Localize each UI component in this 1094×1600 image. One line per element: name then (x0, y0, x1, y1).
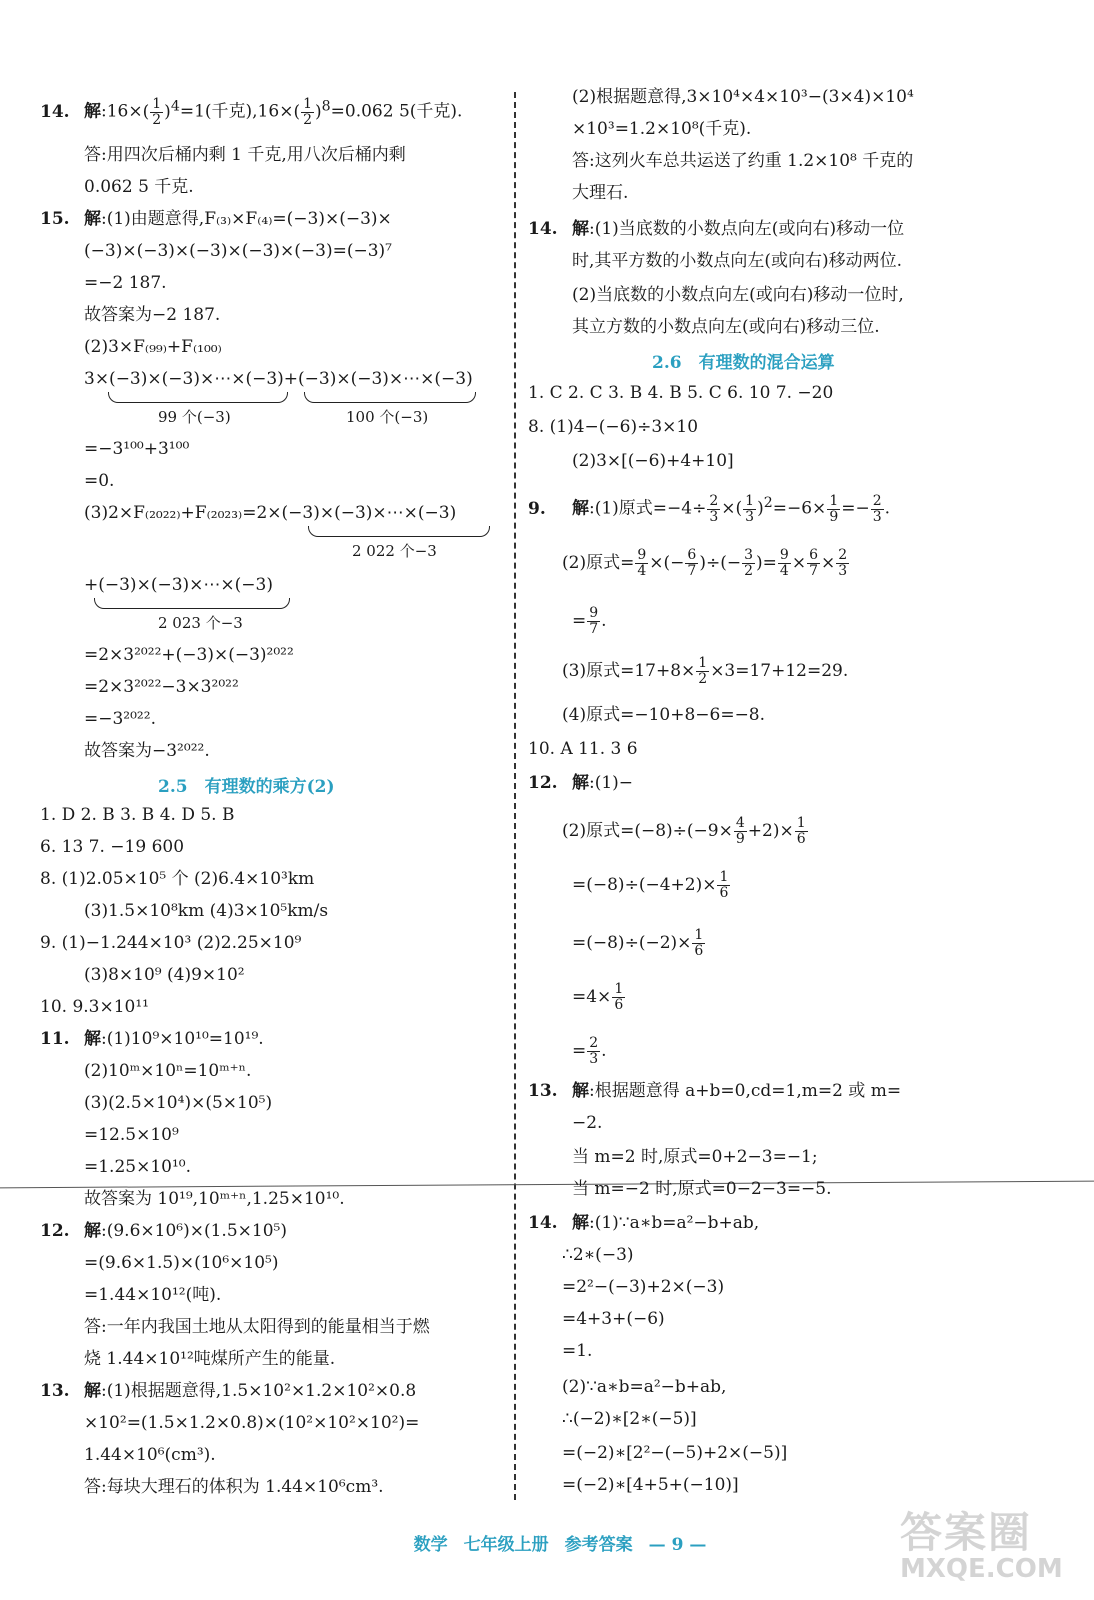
answer-row: 10. A 11. 3 6 (528, 739, 638, 759)
solution-text: :(1)根据题意得,1.5×10²×1.2×10²×0.8 (101, 1381, 417, 1401)
question-9-2: (2)原式= $\frac{9}{4}$ ×(− $\frac{6}{7}$ )÷(− $\frac{3}{2}$ )= $\frac{9}{4}$ × $\frac{6}{7}$ × $\frac{2}{3}$ (562, 547, 848, 579)
question-number: 12. (40, 1221, 70, 1241)
equation-text: =(−8)÷(−4+2)× (572, 875, 717, 895)
fraction (587, 1036, 600, 1067)
solution-line: =1. (562, 1341, 593, 1361)
fraction (778, 548, 791, 579)
question-11 (40, 1028, 264, 1050)
solution-label: 解 (572, 1081, 589, 1101)
answer-line: 大理石. (572, 183, 629, 203)
solution-text: :(1)当底数的小数点向左(或向右)移动一位 (589, 219, 905, 239)
solution-line: (3)(2.5×10⁴)×(5×10⁵) (84, 1093, 273, 1113)
answer-row: (2)3×[(−6)+4+10] (572, 451, 734, 471)
numerator: 6 (687, 547, 697, 563)
denominator: 3 (872, 508, 882, 525)
answer-row: (3)8×10⁹ (4)9×10² (84, 965, 245, 985)
solution-line: =−3¹⁰⁰+3¹⁰⁰ (84, 439, 190, 459)
denominator: 2 (303, 111, 312, 128)
solution-line: 故答案为−2 187. (84, 305, 221, 325)
section-title: 2.5 有理数的乘方(2) (158, 777, 335, 797)
fraction (696, 656, 709, 687)
exponent: 2 (763, 495, 773, 511)
solution-label: 解 (84, 1381, 101, 1401)
equation-text: = (762, 553, 777, 573)
numerator: 1 (303, 95, 312, 112)
solution-line: (2)∵a∗b=a²−b+ab, (562, 1377, 727, 1397)
numerator: 2 (838, 547, 848, 563)
equation-text: (2)原式=(−8)÷ (562, 821, 687, 841)
solution-line: 时,其平方数的小数点向左(或向右)移动两位. (572, 251, 903, 271)
fraction (635, 548, 648, 579)
equation-text: =−6× (772, 498, 827, 519)
numerator: 1 (152, 95, 162, 112)
question-12-4 (572, 928, 706, 959)
fraction (707, 494, 720, 525)
equation-text: ×3=17+12=29. (710, 661, 849, 681)
solution-line: =2²−(−3)+2×(−3) (562, 1277, 725, 1297)
question-12-6 (572, 1036, 607, 1067)
question-9-3 (562, 656, 848, 687)
equation-text: . (884, 498, 891, 519)
equation-text: × (649, 553, 664, 573)
denominator: 2 (152, 111, 162, 128)
footer-grade: 七年级上册 (463, 1535, 549, 1555)
fraction (742, 548, 755, 579)
numerator: 2 (872, 492, 882, 509)
numerator: 1 (698, 655, 708, 671)
denominator: 3 (838, 563, 848, 579)
denominator: 6 (719, 885, 729, 901)
solution-line: 故答案为−3²⁰²². (84, 741, 210, 761)
footer-label: 参考答案 (564, 1535, 633, 1555)
question-15 (40, 208, 392, 230)
solution-line: 3×(−3)×(−3)×⋯×(−3)+(−3)×(−3)×⋯×(−3) (84, 369, 473, 389)
denominator: 4 (779, 563, 789, 579)
denominator: 4 (637, 563, 647, 579)
brace-label: 2 023 个−3 (158, 614, 243, 632)
numerator: 1 (719, 869, 729, 885)
fraction (836, 548, 849, 579)
question-number: 14. (528, 219, 558, 239)
equation-text: =4× (572, 987, 612, 1007)
answer-row: 1. C 2. C 3. B 4. B 5. C 6. 10 7. −20 (528, 383, 834, 403)
answer-line: 答:这列火车总共运送了约重 1.2×10⁸ 千克的 (572, 151, 914, 171)
question-number: 9. (528, 498, 546, 519)
equation-text: = (572, 611, 587, 631)
solution-line: =−2 187. (84, 273, 167, 293)
underbrace (308, 526, 490, 537)
footer-subject: 数学 (413, 1535, 448, 1555)
numerator: 1 (796, 815, 806, 831)
solution-text: :(1)− (589, 773, 634, 793)
solution-line: =(−2)∗[4+5+(−10)] (562, 1475, 739, 1495)
solution-line: =0. (84, 471, 115, 491)
solution-label: 解 (572, 498, 589, 519)
numerator: 9 (589, 605, 599, 621)
question-12-5 (572, 982, 626, 1013)
denominator: 7 (687, 563, 697, 579)
solution-line: ×10³=1.2×10⁸(千克). (572, 119, 752, 139)
underbrace (304, 392, 476, 403)
question-number: 14. (40, 101, 70, 122)
solution-line: (2)根据题意得,3×10⁴×4×10³−(3×4)×10⁴ (572, 87, 914, 107)
equation-text: =1(千克),16× (179, 101, 294, 122)
denominator: 3 (745, 508, 755, 525)
equation-text: :(1)原式=−4÷ (589, 498, 707, 519)
equation-text: −9× (693, 821, 733, 841)
paren-frac: ( $\frac{1}{2}$ )$^4$ (142, 95, 180, 128)
denominator: 2 (744, 563, 754, 579)
numerator: 1 (745, 492, 755, 509)
solution-line: =(−2)∗[2²−(−5)+2×(−5)] (562, 1443, 788, 1463)
question-12 (528, 772, 633, 794)
denominator: 7 (809, 563, 818, 579)
brace-label: 100 个(−3) (346, 408, 429, 426)
solution-line: =2×3²⁰²²−3×3²⁰²² (84, 677, 239, 697)
numerator: 3 (744, 547, 754, 563)
equation-text: × (721, 498, 736, 519)
solution-line: =1.25×10¹⁰. (84, 1157, 192, 1177)
denominator: 7 (589, 621, 599, 637)
denominator: 9 (735, 831, 745, 847)
answer-row: 9. (1)−1.244×10³ (2)2.25×10⁹ (40, 933, 302, 953)
solution-line: =4+3+(−6) (562, 1309, 665, 1329)
numerator: 6 (809, 547, 818, 563)
question-13 (40, 1380, 416, 1402)
numerator: 1 (829, 492, 839, 509)
solution-line: ×10²=(1.5×1.2×0.8)×(10²×10²×10²)= (84, 1413, 420, 1433)
fraction (871, 494, 884, 525)
question-number: 14. (528, 1213, 558, 1233)
question-14 (40, 95, 462, 128)
answer-line: 答:一年内我国土地从太阳得到的能量相当于燃 (84, 1317, 430, 1337)
solution-line: 当 m=2 时,原式=0+2−3=−1; (572, 1147, 818, 1167)
solution-line: =(9.6×1.5)×(10⁶×10⁵) (84, 1253, 279, 1273)
question-13 (528, 1080, 901, 1102)
solution-line: 当 m=−2 时,原式=0−2−3=−5. (572, 1179, 832, 1199)
numerator: 9 (779, 547, 789, 563)
equation-text: × (779, 821, 794, 841)
solution-label: 解 (84, 1221, 101, 1241)
page-footer (340, 1530, 780, 1555)
answer-row: (3)1.5×10⁸km (4)3×10⁵km/s (84, 901, 329, 921)
page-number: — 9 — (648, 1535, 707, 1555)
denominator: 3 (709, 508, 719, 525)
solution-line: 故答案为 10¹⁹,10ᵐ⁺ⁿ,1.25×10¹⁰. (84, 1189, 345, 1209)
solution-text: :(9.6×10⁶)×(1.5×10⁵) (101, 1221, 287, 1241)
question-9: 9. 解:(1)原式=−4÷ $\frac{2}{3}$ ×( $\frac{1}{3}$ )$^2$=−6× $\frac{1}{9}$ =− $\frac{2}{3}$ . (528, 492, 891, 525)
watermark-text: 答案圈 (900, 1508, 1033, 1557)
brace-label: 99 个(−3) (158, 408, 231, 426)
solution-line: (4)原式=−10+8−6=−8. (562, 705, 766, 725)
question-12-2: (2)原式=(−8)÷(−9× $\frac{4}{9}$ +2)× $\frac{1}{6}$ (562, 815, 806, 847)
equation-text: ÷ (705, 553, 721, 573)
answer-row: 8. (1)2.05×10⁵ 个 (2)6.4×10³km (40, 869, 315, 889)
answer-row: 8. (1)4−(−6)÷3×10 (528, 417, 699, 437)
fraction (612, 982, 625, 1013)
denominator: 2 (698, 671, 708, 687)
column-divider (514, 92, 516, 1500)
equation-text: × (821, 553, 836, 573)
answer-line: 答:每块大理石的体积为 1.44×10⁶cm³. (84, 1477, 384, 1497)
brace-label: 2 022 个−3 (352, 542, 437, 560)
solution-label: 解 (572, 219, 589, 239)
answer-row: 6. 13 7. −19 600 (40, 837, 185, 857)
fraction (692, 928, 705, 959)
numerator: 2 (589, 1035, 599, 1051)
question-number: 15. (40, 209, 70, 229)
equation-text: =− (841, 498, 870, 519)
question-14 (528, 218, 904, 240)
solution-label: 解 (572, 1213, 589, 1233)
solution-line: +(−3)×(−3)×⋯×(−3) (84, 575, 273, 595)
solution-line: (−3)×(−3)×(−3)×(−3)×(−3)=(−3)⁷ (84, 241, 392, 261)
denominator: 6 (694, 943, 704, 959)
fraction (743, 494, 756, 525)
solution-line: =−3²⁰²². (84, 709, 156, 729)
numerator: 2 (709, 492, 719, 509)
numerator: 1 (614, 981, 624, 997)
solution-line: −2. (572, 1113, 603, 1133)
solution-line: (2)当底数的小数点向左(或向右)移动一位时, (572, 285, 904, 305)
solution-label: 解 (84, 1029, 101, 1049)
equation-text: =0.062 5(千克). (330, 101, 463, 122)
solution-line: (3)2×F₍₂₀₂₂₎+F₍₂₀₂₃₎=2×(−3)×(−3)×⋯×(−3) (84, 503, 457, 523)
solution-line: 其立方数的小数点向左(或向右)移动三位. (572, 317, 880, 337)
fraction (827, 494, 840, 525)
solution-line: ∴2∗(−3) (562, 1245, 634, 1265)
question-12-3 (572, 870, 731, 901)
question-12 (40, 1220, 287, 1242)
numerator: 4 (735, 815, 745, 831)
numerator: 1 (694, 927, 704, 943)
equation-text: (2)原式= (562, 553, 635, 573)
equation-text: . (601, 611, 607, 631)
solution-text: :(1)∵a∗b=a²−b+ab, (589, 1213, 760, 1233)
denominator: 9 (829, 508, 839, 525)
solution-text: :(1)由题意得,F₍₃₎×F₍₄₎=(−3)×(−3)× (101, 209, 392, 229)
solution-label: 解 (572, 773, 589, 793)
denominator: 6 (614, 997, 624, 1013)
answer-row: 10. 9.3×10¹¹ (40, 997, 149, 1017)
underbrace (108, 392, 288, 403)
fraction (587, 606, 600, 637)
fraction (685, 548, 698, 579)
section-title: 2.6 有理数的混合运算 (652, 353, 835, 373)
watermark-url: MXQE.COM (900, 1554, 1063, 1584)
underbrace (94, 598, 290, 609)
solution-label: 解 (84, 101, 101, 122)
equation-text: (3)原式=17+8× (562, 661, 696, 681)
answer-line: 答:用四次后桶内剩 1 千克,用八次后桶内剩 (84, 145, 406, 165)
solution-line: (2)10ᵐ×10ⁿ=10ᵐ⁺ⁿ. (84, 1061, 252, 1081)
equation-text: =(−8)÷(−2)× (572, 933, 692, 953)
equation-text: = (572, 1041, 587, 1061)
denominator: 6 (796, 831, 806, 847)
solution-line: =2×3²⁰²²+(−3)×(−3)²⁰²² (84, 645, 294, 665)
answer-line: 0.062 5 千克. (84, 177, 194, 197)
fraction (807, 548, 820, 579)
question-number: 13. (528, 1081, 558, 1101)
fraction (717, 870, 730, 901)
solution-line: 1.44×10⁶(cm³). (84, 1445, 216, 1465)
equation-text: :16× (101, 101, 143, 122)
solution-text: :根据题意得 a+b=0,cd=1,m=2 或 m= (589, 1081, 902, 1101)
equation-text: × (791, 553, 807, 573)
question-14b (528, 1212, 759, 1234)
solution-line: (2)3×F₍₉₉₎+F₍₁₀₀₎ (84, 337, 222, 357)
exponent: 8 (321, 98, 331, 114)
answer-row: 1. D 2. B 3. B 4. D 5. B (40, 805, 235, 825)
question-9-2-result (572, 606, 607, 637)
solution-line: ∴(−2)∗[2∗(−5)] (562, 1409, 697, 1429)
equation-text: . (601, 1041, 607, 1061)
question-number: 11. (40, 1029, 70, 1049)
numerator: 9 (637, 547, 647, 563)
solution-line: =1.44×10¹²(吨). (84, 1285, 222, 1305)
solution-line: =12.5×10⁹ (84, 1125, 179, 1145)
answer-line: 烧 1.44×10¹²吨煤所产生的能量. (84, 1349, 336, 1369)
exponent: 4 (170, 98, 180, 114)
fraction (734, 816, 747, 847)
fraction (795, 816, 808, 847)
solution-text: :(1)10⁹×10¹⁰=10¹⁹. (101, 1029, 264, 1049)
equation-text: +2 (747, 821, 773, 841)
question-number: 13. (40, 1381, 70, 1401)
solution-label: 解 (84, 209, 101, 229)
question-number: 12. (528, 773, 558, 793)
watermark-logo (900, 1500, 1080, 1590)
denominator: 3 (589, 1051, 599, 1067)
paren-frac: ( $\frac{1}{2}$ )$^8$ (293, 95, 331, 128)
